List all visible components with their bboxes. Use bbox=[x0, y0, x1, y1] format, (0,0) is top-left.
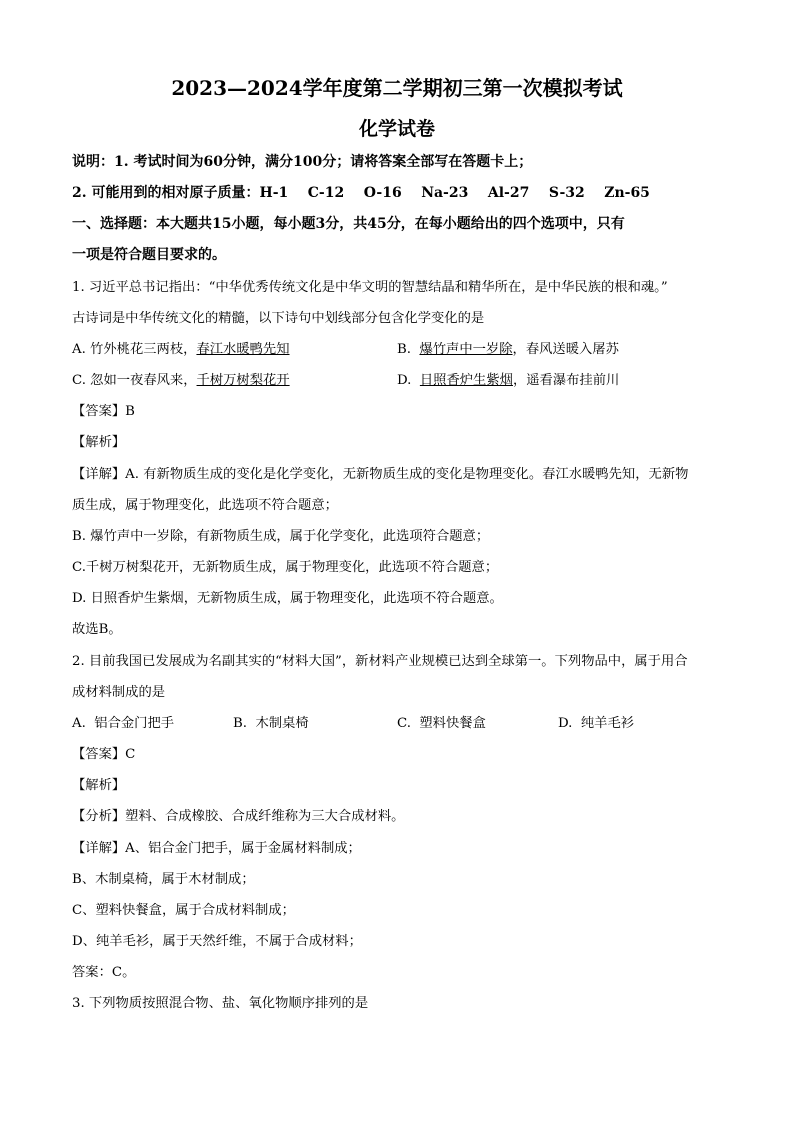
q1-option-a-underlined: 春江水暖鸭先知 bbox=[196, 342, 290, 357]
q2-option-b: B. 木制桌椅 bbox=[233, 716, 309, 731]
instructions-line-2: 2. 可能用到的相对原子质量：H-1 C-12 O-16 Na-23 Al-27 S-32 Zn-65 bbox=[72, 185, 650, 201]
q3-stem-line-1: 3. 下列物质按照混合物、盐、氧化物顺序排列的是 bbox=[72, 996, 369, 1011]
q1-detail-line-3: B. 爆竹声中一岁除，有新物质生成，属于化学变化，此选项符合题意； bbox=[72, 529, 490, 544]
q1-detail-line-5: D. 日照香炉生紫烟，无新物质生成，属于物理变化，此选项不符合题意。 bbox=[72, 591, 503, 606]
exam-title: 2023—2024学年度第二学期初三第一次模拟考试 bbox=[171, 76, 623, 100]
q1-detail-line-2: 质生成，属于物理变化，此选项不符合题意； bbox=[72, 498, 338, 513]
q1-option-c-prefix: C. 忽如一夜春风来， bbox=[72, 373, 197, 388]
q1-answer: 【答案】B bbox=[72, 404, 135, 419]
q2-option-d: D. 纯羊毛衫 bbox=[558, 716, 635, 731]
q1-option-d bbox=[397, 369, 619, 388]
q1-option-a-prefix: A. 竹外桃花三两枝， bbox=[72, 342, 197, 357]
q1-stem-line-2: 古诗词是中华传统文化的精髓，以下诗句中划线部分包含化学变化的是 bbox=[72, 311, 485, 326]
q1-stem-line-1: 1. 习近平总书记指出：“中华优秀传统文化是中华文明的智慧结晶和精华所在，是中华民族的根和魂。” bbox=[72, 280, 668, 295]
q1-option-d-prefix: D. bbox=[397, 373, 420, 388]
q2-detail-line-1: 【详解】A、铝合金门把手，属于金属材料制成； bbox=[72, 841, 361, 856]
q2-stem-line-2: 成材料制成的是 bbox=[72, 685, 166, 700]
q1-detail-line-1: 【详解】A. 有新物质生成的变化是化学变化，无新物质生成的变化是物理变化。春江水暖鸭先知，无新物 bbox=[72, 467, 689, 482]
q2-fenxi: 【分析】塑料、合成橡胶、合成纤维称为三大合成材料。 bbox=[72, 809, 405, 824]
q1-option-b-suffix: ，春风送暖入屠苏 bbox=[512, 342, 619, 357]
exam-subtitle: 化学试卷 bbox=[358, 118, 435, 140]
q2-detail-line-2: B、木制桌椅，属于木材制成； bbox=[72, 872, 255, 887]
q2-analysis-label: 【解析】 bbox=[72, 778, 126, 793]
q1-option-c bbox=[72, 369, 290, 388]
q1-option-b-prefix: B. bbox=[397, 342, 420, 357]
q1-option-d-underlined: 日照香炉生紫烟 bbox=[419, 373, 513, 388]
q2-conclusion: 答案：C。 bbox=[72, 965, 136, 980]
section-heading-line-1: 一、选择题：本大题共15小题，每小题3分，共45分，在每小题给出的四个选项中，只有 bbox=[72, 216, 625, 232]
q2-stem-line-1: 2. 目前我国已发展成为名副其实的“材料大国”，新材料产业规模已达到全球第一。下列物品中，属于用合 bbox=[72, 654, 688, 669]
q1-option-c-underlined: 千树万树梨花开 bbox=[196, 373, 290, 388]
q2-detail-line-4: D、纯羊毛衫，属于天然纤维，不属于合成材料； bbox=[72, 934, 362, 949]
q1-detail-line-4: C.千树万树梨花开，无新物质生成，属于物理变化，此选项不符合题意； bbox=[72, 560, 499, 575]
q1-option-d-suffix: ，遥看瀑布挂前川 bbox=[512, 373, 620, 388]
q2-answer: 【答案】C bbox=[72, 747, 136, 762]
section-heading-line-2: 一项是符合题目要求的。 bbox=[72, 247, 226, 263]
q2-option-c: C. 塑料快餐盒 bbox=[397, 716, 486, 731]
q1-option-b-underlined: 爆竹声中一岁除 bbox=[419, 342, 513, 357]
q2-option-a: A. 铝合金门把手 bbox=[72, 716, 175, 731]
instructions-line-1: 说明：1. 考试时间为60分钟，满分100分；请将答案全部写在答题卡上； bbox=[72, 154, 533, 170]
q1-option-b bbox=[397, 338, 619, 357]
q1-option-a bbox=[72, 338, 290, 357]
q2-detail-line-3: C、塑料快餐盒，属于合成材料制成； bbox=[72, 903, 295, 918]
q1-conclusion: 故选B。 bbox=[72, 622, 122, 637]
q1-analysis-label: 【解析】 bbox=[72, 435, 126, 450]
